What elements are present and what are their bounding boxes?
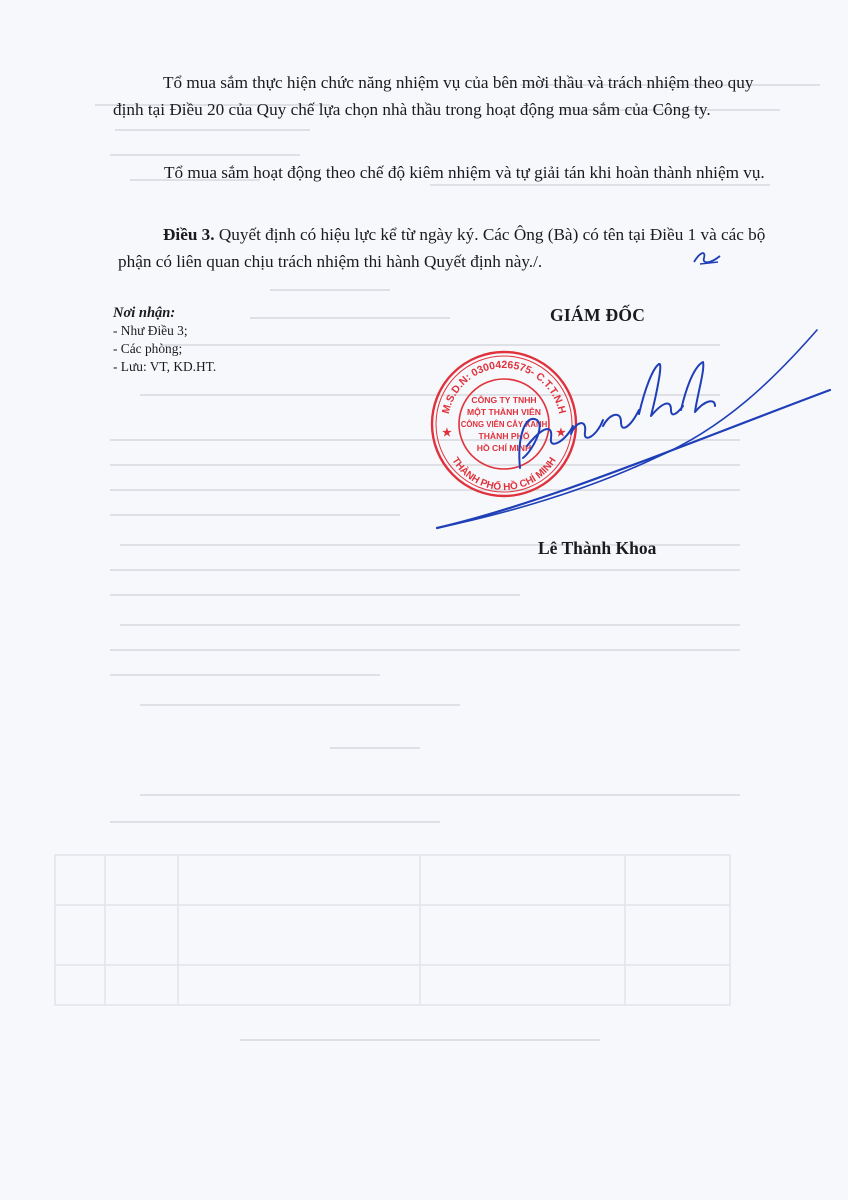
recipient-item: - Như Điều 3; bbox=[113, 323, 188, 338]
seal-star-right: ★ bbox=[556, 427, 566, 439]
svg-text:HỒ CHÍ MINH: HỒ CHÍ MINH bbox=[476, 443, 532, 453]
article-3-text: Quyết định có hiệu lực kể từ ngày ký. Các Ông (Bà) có tên tại Điều 1 và các bộ phận có liên quan chịu trách nhiệm thi hành Quyết định này./. bbox=[118, 225, 766, 271]
recipients-block bbox=[113, 304, 216, 376]
recipients-heading: Nơi nhận: bbox=[113, 305, 176, 321]
svg-text:CÔNG VIÊN CÂY XANH: CÔNG VIÊN CÂY XANH bbox=[460, 420, 548, 429]
article-3-paragraph bbox=[118, 221, 778, 275]
signer-title: GIÁM ĐỐC bbox=[550, 305, 646, 325]
seal-star-left: ★ bbox=[442, 427, 452, 439]
svg-text:MỘT THÀNH VIÊN: MỘT THÀNH VIÊN bbox=[467, 407, 541, 417]
recipient-item: - Lưu: VT, KD.HT. bbox=[113, 359, 217, 374]
signer-name: Lê Thành Khoa bbox=[538, 538, 657, 558]
recipient-item: - Các phòng; bbox=[113, 341, 183, 356]
paragraph-procurement-duties: Tổ mua sắm thực hiện chức năng nhiệm vụ của bên mời thầu và trách nhiệm theo quy định tại Điều 20 của Quy chế lựa chọn nhà thầu trong hoạt động mua sắm của Công ty. bbox=[113, 73, 754, 119]
paragraph-procurement-mode: Tổ mua sắm hoạt động theo chế độ kiêm nhiệm và tự giải tán khi hoàn thành nhiệm vụ. bbox=[164, 163, 765, 182]
svg-text:CÔNG TY TNHH: CÔNG TY TNHH bbox=[471, 395, 537, 405]
article-3-label: Điều 3. bbox=[163, 225, 215, 244]
handwritten-signature bbox=[425, 318, 845, 540]
seal-ring-top-text: M.S.D.N: 0300426575- C.T.T.N.H bbox=[439, 358, 569, 415]
seal-ring-bottom-text: THÀNH PHỐ HỒ CHÍ MINH bbox=[449, 455, 559, 494]
initial-tick-mark bbox=[690, 244, 724, 270]
svg-text:THÀNH PHỐ: THÀNH PHỐ bbox=[478, 431, 530, 441]
